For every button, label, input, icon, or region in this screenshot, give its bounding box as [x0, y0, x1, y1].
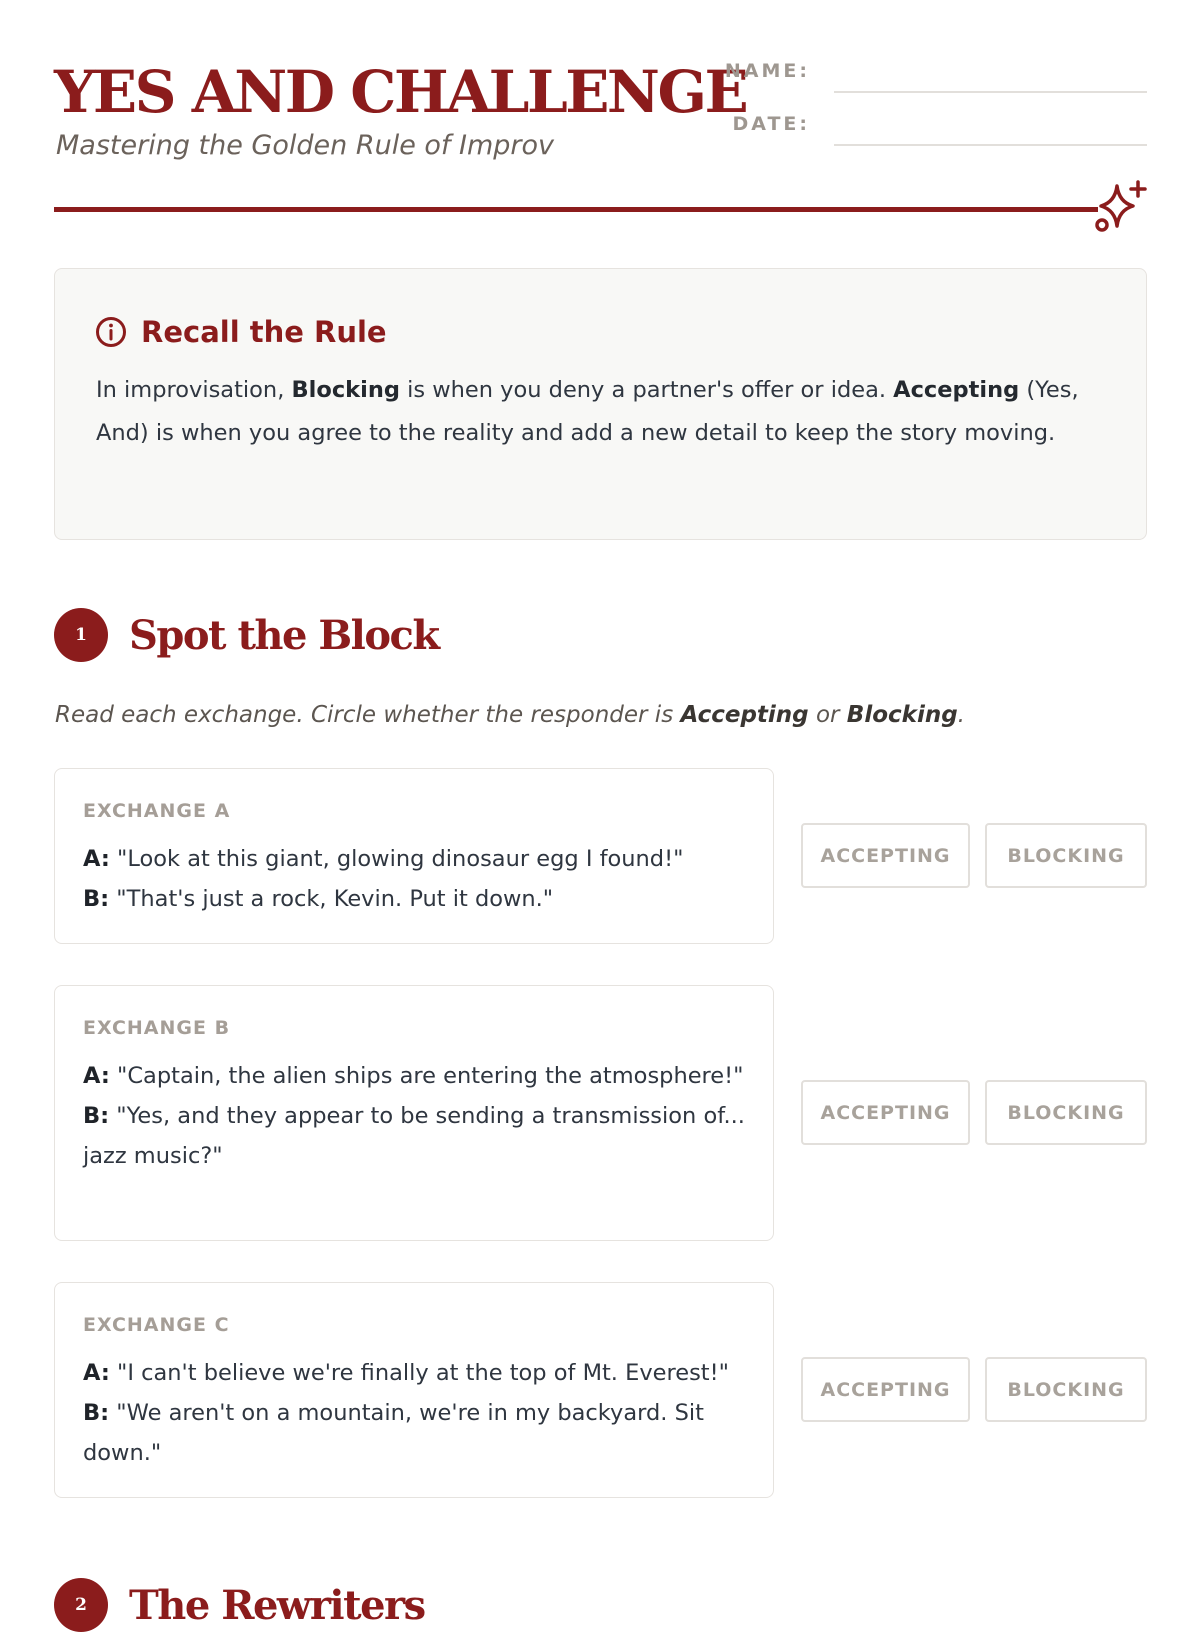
line-a: "I can't believe we're finally at the top of Mt. Everest!"	[109, 1360, 729, 1386]
line-a: "Look at this giant, glowing dinosaur egg I found!"	[109, 846, 684, 872]
recall-panel	[54, 268, 1147, 540]
section-title: The Rewriters	[129, 1581, 425, 1629]
line-b: "That's just a rock, Kevin. Put it down."	[109, 886, 554, 912]
blocking-option-b[interactable]: BLOCKING	[985, 1080, 1147, 1145]
instructions-accepting: Accepting	[680, 702, 809, 728]
section-number-badge: 1	[54, 608, 108, 662]
instructions-text: or	[808, 702, 847, 728]
dialogue-line-b	[83, 879, 753, 919]
date-input-line[interactable]	[834, 144, 1147, 146]
info-circle-icon	[95, 316, 127, 348]
instructions-text: .	[957, 702, 965, 728]
recall-header	[95, 315, 387, 349]
exchange-card	[54, 985, 774, 1241]
name-label: NAME:	[724, 60, 810, 82]
exchange-label: EXCHANGE B	[83, 1017, 231, 1039]
exchange-card	[54, 1282, 774, 1498]
dialogue-line-b	[83, 1393, 753, 1473]
exchange-dialogue	[83, 1056, 753, 1176]
speaker-b: B:	[83, 1400, 110, 1426]
worksheet-title: YES AND CHALLENGE	[54, 58, 747, 126]
term-blocking: Blocking	[291, 377, 400, 403]
exchange-label: EXCHANGE A	[83, 800, 231, 822]
name-input-line[interactable]	[834, 91, 1147, 93]
worksheet-header	[54, 58, 1147, 161]
worksheet-subtitle: Mastering the Golden Rule of Improv	[56, 130, 554, 161]
instructions-blocking: Blocking	[846, 702, 958, 728]
accepting-option-a[interactable]: ACCEPTING	[801, 823, 970, 888]
speaker-a: A:	[83, 846, 110, 872]
blocking-option-a[interactable]: BLOCKING	[985, 823, 1147, 888]
line-a: "Captain, the alien ships are entering the atmosphere!"	[109, 1063, 744, 1089]
section-instructions	[55, 702, 965, 728]
line-b: "We aren't on a mountain, we're in my backyard. Sit down."	[83, 1400, 704, 1466]
header-divider	[54, 207, 1098, 212]
blocking-option-c[interactable]: BLOCKING	[985, 1357, 1147, 1422]
recall-text-part: is when you deny a partner's offer or idea.	[399, 377, 894, 403]
instructions-text: Read each exchange. Circle whether the responder is	[55, 702, 681, 728]
recall-text-part: In improvisation,	[96, 377, 292, 403]
term-accepting: Accepting	[893, 377, 1020, 403]
accepting-option-b[interactable]: ACCEPTING	[801, 1080, 970, 1145]
date-label: DATE:	[732, 113, 810, 135]
sparkle-icon	[1093, 180, 1149, 236]
recall-text	[96, 369, 1106, 455]
name-field[interactable]	[726, 58, 1147, 94]
speaker-a: A:	[83, 1063, 110, 1089]
section-2-header	[54, 1578, 425, 1632]
recall-title: Recall the Rule	[141, 315, 387, 349]
accepting-option-c[interactable]: ACCEPTING	[801, 1357, 970, 1422]
section-number-badge: 2	[54, 1578, 108, 1632]
exchange-card	[54, 768, 774, 944]
line-b: "Yes, and they appear to be sending a transmission of... jazz music?"	[83, 1103, 745, 1169]
speaker-a: A:	[83, 1360, 110, 1386]
section-title: Spot the Block	[129, 611, 439, 659]
speaker-b: B:	[83, 886, 110, 912]
dialogue-line-a	[83, 839, 753, 879]
exchange-label: EXCHANGE C	[83, 1314, 230, 1336]
dialogue-line-a	[83, 1056, 753, 1096]
date-field[interactable]	[726, 111, 1147, 147]
exchange-dialogue	[83, 1353, 753, 1473]
section-1-header	[54, 608, 439, 662]
recall-text-part: (Yes, And) is when you agree to the reality and add a new detail to keep the story moving.	[96, 377, 1079, 446]
exchange-dialogue	[83, 839, 753, 919]
speaker-b: B:	[83, 1103, 110, 1129]
dialogue-line-b	[83, 1096, 753, 1176]
dialogue-line-a	[83, 1353, 753, 1393]
